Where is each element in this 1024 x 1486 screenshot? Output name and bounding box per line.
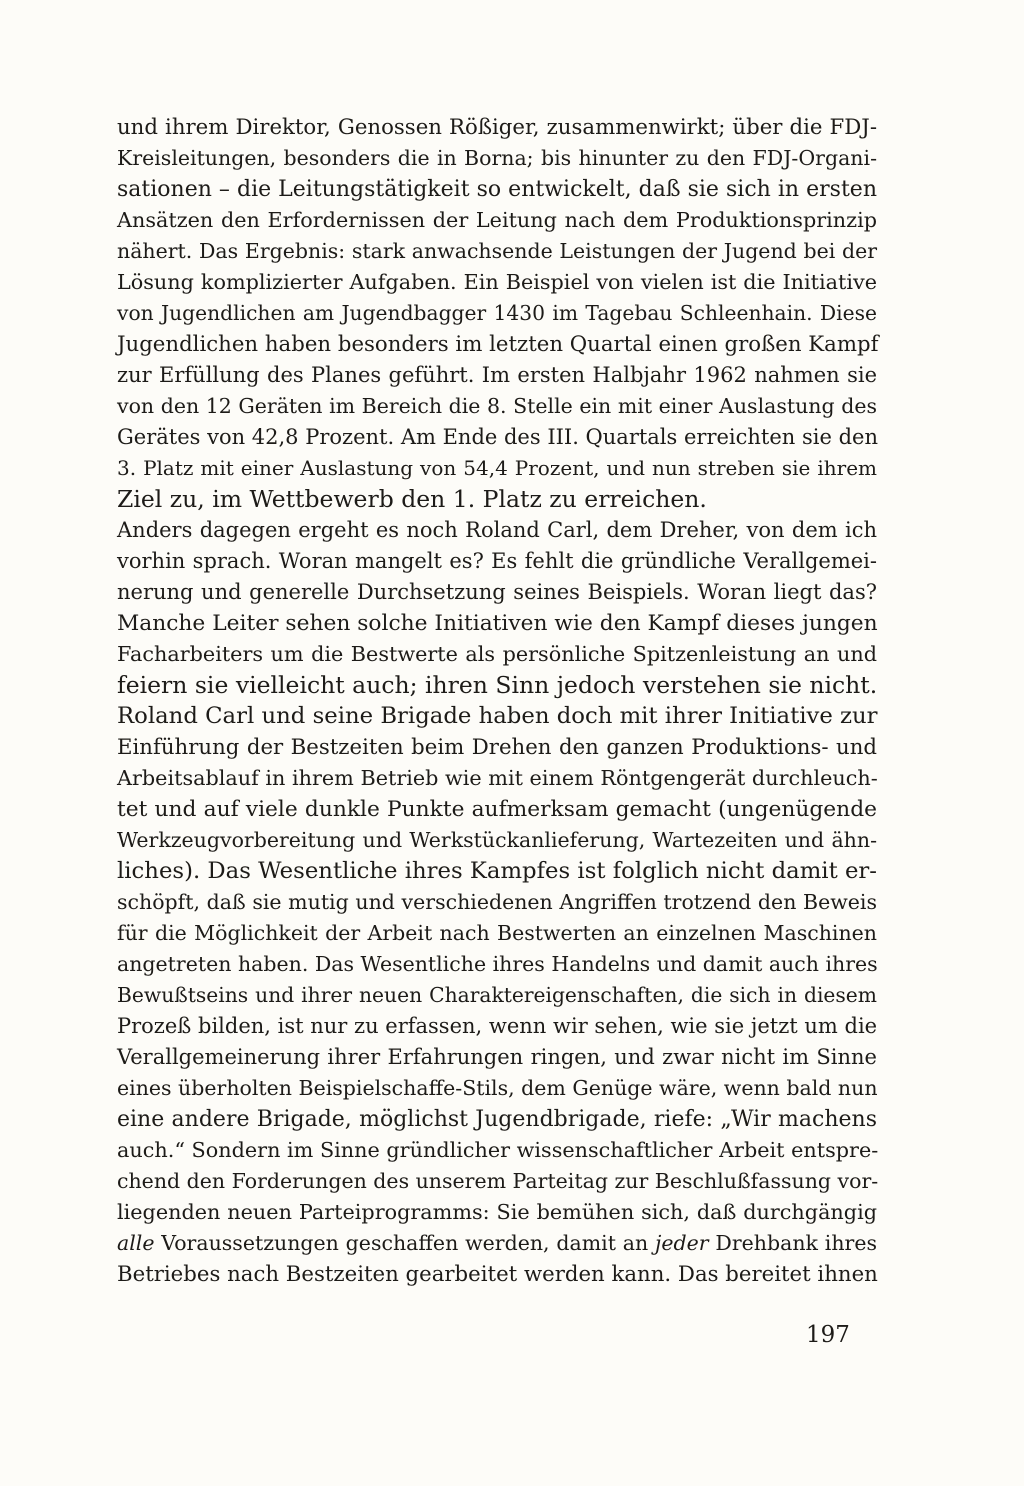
text-line: Lösung komplizierter Aufgaben. Ein Beispiel von vielen ist die Initiative	[117, 270, 877, 294]
text-line	[117, 1228, 877, 1259]
text-segment: Voraussetzungen geschaffen werden, damit an	[154, 1231, 656, 1255]
text-line: Prozeß bilden, ist nur zu erfassen, wenn wir sehen, wie sie jetzt um die	[117, 1014, 878, 1038]
text-line: Anders dagegen ergeht es noch Roland Carl, dem Dreher, von dem ich	[117, 518, 877, 542]
text-line: tet und auf viele dunkle Punkte aufmerksam gemacht (ungenügende	[117, 797, 877, 822]
text-line: sationen – die Leitungstätigkeit so entwickelt, daß sie sich in ersten	[117, 177, 877, 202]
text-line: Betriebes nach Bestzeiten gearbeitet werden kann. Das bereitet ihnen	[117, 1262, 878, 1287]
body-text	[117, 112, 877, 1290]
text-line: Jugendlichen haben besonders im letzten Quartal einen großen Kampf	[117, 332, 879, 357]
emphasis-text: jeder	[655, 1231, 709, 1255]
text-line: und ihrem Direktor, Genossen Rößiger, zusammenwirkt; über die FDJ-	[117, 115, 877, 140]
text-line: Gerätes von 42,8 Prozent. Am Ende des III. Quartals erreichten sie den	[117, 425, 878, 449]
text-line: Verallgemeinerung ihrer Erfahrungen ringen, und zwar nicht im Sinne	[117, 1045, 877, 1069]
text-line: Arbeitsablauf in ihrem Betrieb wie mit einem Röntgengerät durchleuch-	[117, 766, 878, 790]
text-line: vorhin sprach. Woran mangelt es? Es fehlt die gründliche Verallgemei-	[117, 549, 877, 573]
text-line: Roland Carl und seine Brigade haben doch mit ihrer Initiative zur	[117, 703, 878, 729]
text-line: Manche Leiter sehen solche Initiativen wie den Kampf dieses jungen	[117, 611, 878, 636]
text-line: nerung und generelle Durchsetzung seines Beispiels. Woran liegt das?	[117, 580, 877, 604]
text-line: von Jugendlichen am Jugendbagger 1430 im Tagebau Schleenhain. Diese	[117, 301, 877, 325]
text-line: eine andere Brigade, möglichst Jugendbrigade, riefe: „Wir machens	[117, 1107, 877, 1132]
text-line: Einführung der Bestzeiten beim Drehen den ganzen Produktions- und	[117, 735, 877, 760]
page-number: 197	[806, 1322, 850, 1348]
emphasis-text: alle	[117, 1231, 155, 1255]
text-line: Ziel zu, im Wettbewerb den 1. Platz zu erreichen.	[117, 485, 707, 513]
text-line: für die Möglichkeit der Arbeit nach Bestwerten an einzelnen Maschinen	[117, 921, 877, 945]
text-line: eines überholten Beispielschaffe-Stils, dem Genüge wäre, wenn bald nun	[117, 1076, 878, 1100]
text-line: Facharbeiters um die Bestwerte als persönliche Spitzenleistung an und	[117, 642, 877, 666]
text-line: Werkzeugvorbereitung und Werkstückanlieferung, Wartezeiten und ähn-	[117, 828, 877, 852]
text-line: angetreten haben. Das Wesentliche ihres Handelns und damit auch ihres	[117, 952, 878, 976]
text-line: Bewußtseins und ihrer neuen Charaktereigenschaften, die sich in diesem	[117, 983, 877, 1007]
text-line: schöpft, daß sie mutig und verschiedenen Angriffen trotzend den Beweis	[117, 890, 877, 914]
text-line: feiern sie vielleicht auch; ihren Sinn jedoch verstehen sie nicht.	[117, 671, 878, 699]
text-line: auch.“ Sondern im Sinne gründlicher wissenschaftlicher Arbeit entspre-	[117, 1138, 879, 1162]
text-line: nähert. Das Ergebnis: stark anwachsende Leistungen der Jugend bei der	[117, 239, 877, 263]
text-line: Ansätzen den Erfordernissen der Leitung nach dem Produktionsprinzip	[117, 208, 877, 232]
text-line: zur Erfüllung des Planes geführt. Im ersten Halbjahr 1962 nahmen sie	[117, 363, 877, 387]
text-line: Kreisleitungen, besonders die in Borna; bis hinunter zu den FDJ-Organi-	[117, 146, 877, 170]
text-line: liches). Das Wesentliche ihres Kampfes ist folglich nicht damit er-	[117, 858, 877, 884]
text-line: liegenden neuen Parteiprogramms: Sie bemühen sich, daß durchgängig	[117, 1200, 877, 1224]
text-segment: Drehbank ihres	[708, 1231, 877, 1255]
text-line: chend den Forderungen des unserem Parteitag zur Beschlußfassung vor-	[117, 1169, 879, 1193]
text-line: von den 12 Geräten im Bereich die 8. Stelle ein mit einer Auslastung des	[117, 394, 877, 418]
text-line: 3. Platz mit einer Auslastung von 54,4 Prozent, und nun streben sie ihrem	[117, 456, 877, 480]
